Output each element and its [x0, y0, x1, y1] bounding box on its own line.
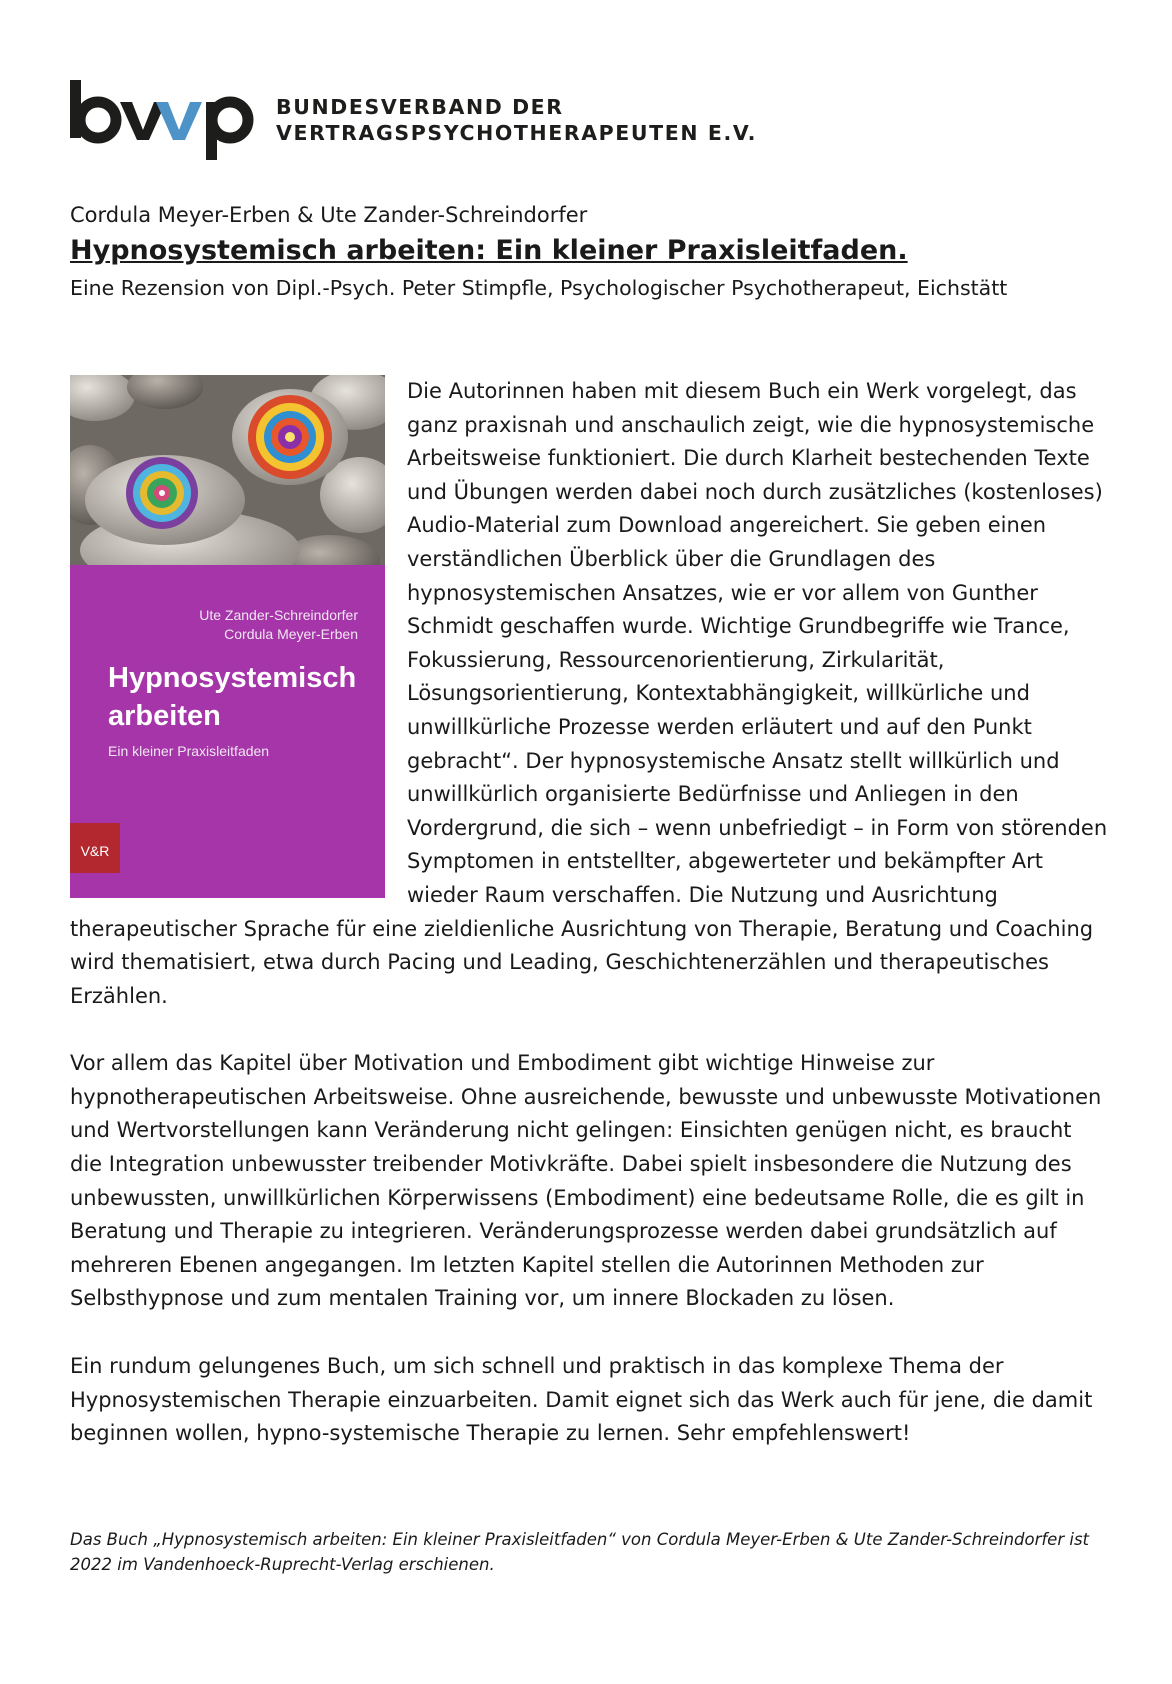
book-authors: Cordula Meyer-Erben & Ute Zander-Schreindorfer	[70, 203, 588, 227]
cover-title-line2: arbeiten	[108, 700, 221, 732]
book-title: Hypnosystemisch arbeiten: Ein kleiner Praxisleitfaden.	[70, 235, 908, 266]
publisher-logo: V&R	[80, 843, 110, 859]
publication-note: Das Buch „Hypnosystemisch arbeiten: Ein kleiner Praxisleitfaden“ von Cordula Meyer-Erben & Ute Zander-Schreindorfer ist 2022 im Vandenhoeck-Ruprecht-Verlag erschienen.	[70, 1530, 1090, 1574]
organization-name-line1: BUNDESVERBAND DER	[276, 95, 564, 119]
review-byline: Eine Rezension von Dipl.-Psych. Peter Stimpfle, Psychologischer Psychotherapeut, Eichstätt	[70, 276, 1008, 300]
organization-name	[276, 94, 757, 146]
page-header	[70, 80, 757, 160]
review-meta	[70, 200, 1110, 303]
cover-author-1: Ute Zander-Schreindorfer	[199, 607, 358, 623]
review-paragraph-3: Ein rundum gelungenes Buch, um sich schnell und praktisch in das komplexe Thema der Hypnosystemischen Therapie einzuarbeiten. Damit eignet sich das Werk auch für jene, die damit beginnen wollen, hypno-systemische Therapie zu lernen. Sehr empfehlenswert!	[70, 1354, 1093, 1446]
book-cover-image	[70, 375, 385, 898]
review-paragraph-2: Vor allem das Kapitel über Motivation und Embodiment gibt wichtige Hinweise zur hypnotherapeutischen Arbeitsweise. Ohne ausreichende, bewusste und unbewusste Motivationen und Wertvorstellungen kann Veränderung nicht gelingen: Einsichten genügen nicht, es braucht die Integration unbewusster treibender Motivkräfte. Dabei spielt insbesondere die Nutzung des unbewussten, unwillkürlichen Körperwissens (Embodiment) eine bedeutsame Rolle, die es gilt in Beratung und Therapie zu integrieren. Veränderungsprozesse werden dabei grundsätzlich auf mehreren Ebenen angegangen. Im letzten Kapitel stellen die Autorinnen Methoden zur Selbsthypnose und zum mentalen Training vor, um innere Blockaden zu lösen.	[70, 1051, 1102, 1311]
bvvp-logo	[70, 80, 260, 160]
review-paragraph-1: Die Autorinnen haben mit diesem Buch ein Werk vorgelegt, das ganz praxisnah und anschaulich zeigt, wie die hypnosystemische Arbeitsweise funktioniert. Die durch Klarheit bestechenden Texte und Übungen werden dabei noch durch zusätzliches (kostenloses) Audio-Material zum Download angereichert. Sie geben einen verständlichen Überblick über die Grundlagen des hypnosystemischen Ansatzes, wie er vor allem von Gunther Schmidt geschaffen wurde. Wichtige Grundbegriffe wie Trance, Fokussierung, Ressourcenorientierung, Zirkularität, Lösungsorientierung, Kontextabhängigkeit, willkürliche und unwillkürliche Prozesse werden erläutert und auf den Punkt gebracht“. Der hypnosystemische Ansatz stellt willkürlich und unwillkürlich organisierte Bedürfnisse und Anliegen in den Vordergrund, die sich – wenn unbefriedigt – in Form von störenden Symptomen in entstellter, abgewerteter und bekämpfter Art wieder Raum verschaffen. Die Nutzung und Ausrichtung therapeutischer Sprache für eine zieldienliche Ausrichtung von Therapie, Beratung und Coaching wird thematisiert, etwa durch Pacing und Leading, Geschichtenerzählen und therapeutisches Erzählen.	[70, 379, 1108, 1008]
cover-subtitle: Ein kleiner Praxisleitfaden	[108, 743, 270, 759]
cover-author-2: Cordula Meyer-Erben	[224, 626, 358, 642]
organization-name-line2: VERTRAGSPSYCHOTHERAPEUTEN E.V.	[276, 121, 758, 145]
cover-title-line1: Hypnosystemisch	[108, 662, 357, 694]
review-body	[70, 375, 1110, 1485]
